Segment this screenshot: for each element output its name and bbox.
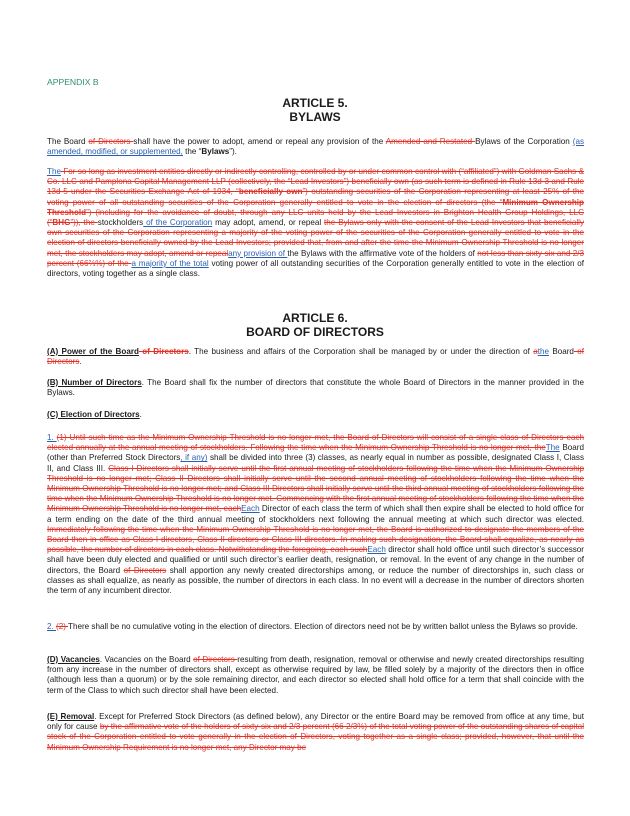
text: shall apportion any newly created directorships among, or reduce the number of directorships in, such class or classes as shall equalize, as nearly as possible, the number of directors in each class. In no event will a decrease in the number of directors shorten the term of any incumbent director. [47,565,584,596]
article6-heading [0,311,630,339]
text: stockholders [97,218,144,228]
text: director shall hold office until such director’s successor shall have been duly elected and qualified or until such director’s earlier death, resignation, or removal. In the event of any change in the number of directors, the Board [47,545,584,575]
text: . The Board shall fix the number of directors that constitute the whole Board of Directors in the manner provided in the Bylaws. [47,378,584,398]
deleted-text: of Directors [138,347,189,356]
text: shall have the power to adopt, amend or repeal any provision of the [133,137,386,146]
deleted-text: a [533,347,538,356]
inserted-text: the [537,347,550,356]
section-heading: (E) Removal [47,712,95,721]
appendix-label: APPENDIX B [47,77,99,87]
deleted-text: not less than sixty-six and 2/3 percent (66⅔%) of the [47,248,585,268]
article6-title: BOARD OF DIRECTORS [246,325,384,339]
classes-paragraph [47,433,584,596]
deleted-text: (2) [56,622,68,631]
text: . [139,410,142,419]
election-heading-paragraph [47,410,584,420]
deleted-text: ”) outstanding securities of the Corporation representing at least 25% of the voting power of all outstanding securities of the Corporation generally entitled to vote in the election of directors (the “ [47,187,584,207]
deleted-text: Amended and Restated [385,137,476,146]
inserted-text: 1. [47,433,57,442]
deleted-defined-term: beneficially own [238,187,303,197]
inserted-text: , if any) [180,453,208,463]
deleted-text: Class I Directors shall initially serve until the first annual meeting of stockholders following the time when the Minimum Ownership Threshold is no longer met; Class II Directors shall initially serve until the second annual meeting of stockholders following the time when the Minimum Ownership Threshold is no longer met; and Class III Directors shall initially serve until the third annual meeting of stockholders following the time when the Minimum Ownership Threshold is no longer met. Commencing with the first annual meeting of stockholders following the time when the Minimum Ownership Threshold is no longer met, each [47,463,584,514]
deleted-text: the Bylaws only with the consent of the Lead Investors that beneficially own securities of the Corporation representing a majority of the voting power of the securities of the Corporation generally entitled to vote in the election of directors beneficially owned by the Lead Investors; provided that, from and after the time the Minimum Ownership Threshold is no longer met, the stockholders may adopt, amend or repeal [47,218,584,258]
deleted-text: ”) (including for the avoidance of doubt, through any LLC units held by the Lead Investors in Brighton Health Group Holdings, LLC (“ [47,207,584,228]
inserted-text: any provision of [228,248,288,258]
article5-number: ARTICLE 5. [282,96,348,110]
vacancies-paragraph [47,655,584,696]
text: . [79,357,82,367]
article6-number: ARTICLE 6. [282,311,348,325]
deleted-text: For so long as investment entities directly or indirectly controlling, controlled by or under common control with (“affiliated”) with Goldman Sachs & Co. LLC and Pamplona Capital Management LLP (collectively, the “Lead Investors”) beneficially own (as such term is defined in Rule 13d-3 and Rule 13d-5 under the Securities Exchange Act of 1934, “ [47,167,584,197]
section-heading: (A) Power of the Board [47,347,139,356]
inserted-text: The [545,443,560,453]
article5-heading [0,96,630,124]
inserted-text: a majority of the total [131,258,209,268]
power-of-board-paragraph [47,347,584,367]
section-heading: (C) Election of Directors [47,410,140,419]
text: Director of each class the term of which shall then expire shall be elected to hold office for a term ending on the date of the third annual meeting of stockholders next following the annual meeting at which such director was elected. [47,504,584,524]
bylaws-paragraph [47,137,584,157]
section-heading: (B) Number of Directors [47,378,142,387]
text: the Bylaws with the affirmative vote of the holders of [287,248,478,258]
text: shall be divided into three (3) classes, as nearly equal in number as possible, designated Class I, Class II, and Class III. [47,453,584,473]
text: resulting from death, resignation, removal or otherwise and newly created directorships resulting from any increase in the number of directors shall, except as otherwise required by law, be filled solely by a majority of the directors then in office (although less than a quorum) or by the sole remaining director, and each director so elected shall hold office for a term that shall coincide with the term of the Class to which such director shall have been elected. [47,655,584,695]
inserted-text: The [47,167,61,176]
deleted-text: (1) Until such time as the Minimum Ownership Threshold is no longer met, the Board of Directors will consist of a single class of Directors each elected annually at the annual meeting of stockholders. Following the time when the Minimum Ownership Threshold is no longer met, the [47,433,585,453]
text: ”). [229,147,237,157]
amendment-paragraph [47,167,584,279]
deleted-defined-term: Minimum Ownership Threshold [47,197,584,217]
deleted-text: of Directors [123,565,167,575]
inserted-text: Each [241,504,260,514]
inserted-text: 2. [47,622,56,631]
deleted-text: Immediately following the time when the Minimum Ownership Threshold is no longer met, the Board is authorized to designate the members of the Board then in office as Class I directors, Class II directors or Class III directors. In making such designation, the Board shall equalize, as nearly as possible, the number of directors in each class. Notwithstanding the foregoing, each such [47,524,584,555]
text: The Board [47,137,89,146]
defined-term: Bylaws [201,147,230,157]
section-heading: (D) Vacancies [47,655,100,664]
text: voting power of all outstanding securities of the Corporation generally entitled to vote in the election of directors, voting together as a single class. [47,258,584,279]
text: . Vacancies on the Board [99,655,194,664]
deleted-defined-term: BHG [52,218,71,228]
text: Board (other than Preferred Stock Directors [47,443,584,463]
deleted-text: of Directors [88,137,134,146]
text: the “ [182,147,202,157]
cumulative-voting-paragraph [47,622,584,632]
text: There shall be no cumulative voting in the election of directors. Election of directors need not be by written ballot unless the Bylaws so provide. [68,622,578,631]
deleted-text: of Directors [193,655,238,664]
text: . The business and affairs of the Corporation shall be managed by or under the direction of [188,347,534,356]
inserted-text: of the Corporation [143,218,213,228]
text: Bylaws of the Corporation [475,137,573,146]
text: Board [549,347,574,356]
number-of-directors-paragraph [47,378,584,398]
deleted-text: of Directors [47,347,585,367]
text: may adopt, amend, or repeal [212,218,325,228]
removal-paragraph [47,712,584,753]
article5-title: BYLAWS [289,110,341,124]
deleted-text: ”)), the [70,218,98,228]
inserted-text: (as amended, modified, or supplemented, [47,137,584,157]
deleted-text: by the affirmative vote of the holders of sixty-six and 2/3 percent (66 2/3%) of the total voting power of the outstanding shares of capital stock of the Corporation entitled to vote generally in the election of Directors, voting together as a single class; provided, however, that until the Minimum Ownership Requirement is no longer met, any Director may be [47,722,585,752]
inserted-text: Each [367,545,386,555]
text: . Except for Preferred Stock Directors (as defined below), any Director or the entire Board may be removed from office at any time, but only for cause [47,712,585,732]
